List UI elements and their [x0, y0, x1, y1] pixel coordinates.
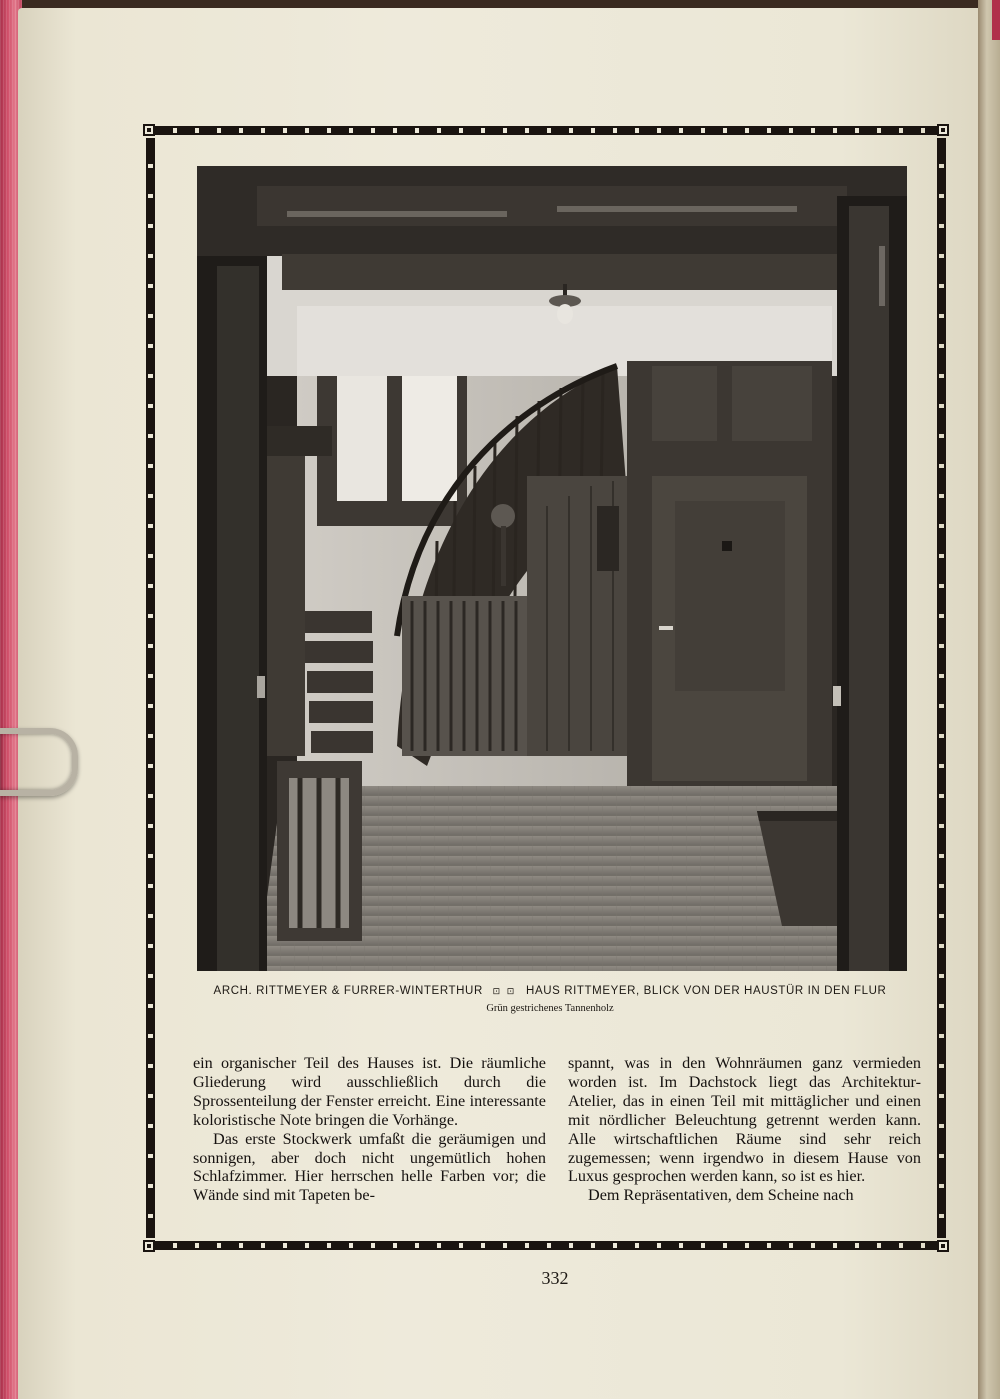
hallway-photograph	[197, 166, 907, 971]
paper-clip	[0, 728, 78, 796]
photo-subcaption: Grün gestrichenes Tannenholz	[486, 1003, 614, 1014]
text-column-right	[568, 1054, 921, 1205]
border-corner	[937, 124, 949, 136]
caption-title: HAUS RITTMEYER, BLICK VON DER HAUSTÜR IN DEN FLUR	[526, 985, 887, 997]
paragraph: spannt, was in den Wohnräumen ganz vermieden worden ist. Im Dachstock liegt das Architektur-Atelier, das in einen Teil mit mittäglicher und einen mit nördlicher Beleuchtung getrennt werden kann. Alle wirtschaftlichen Räume sind sehr reich zugemessen; wenn irgendwo in diesem Hause von Luxus gesprochen werden kann, so ist es hier.	[568, 1054, 921, 1186]
border-corner	[937, 1240, 949, 1252]
border-corner	[143, 124, 155, 136]
border-right	[937, 138, 946, 1238]
page-number: 332	[541, 1268, 569, 1288]
paragraph: Das erste Stockwerk umfaßt die geräumigen und sonnigen, aber doch nicht ungemütlich hohen Schlafzimmer. Hier herrschen helle Farben vor; die Wände sind mit Tapeten be-	[193, 1129, 546, 1205]
text-column-left	[193, 1054, 546, 1205]
caption-credit: ARCH. RITTMEYER & FURRER-WINTERTHUR	[213, 985, 483, 997]
book-spine-edge	[978, 0, 1000, 1399]
border-top	[155, 126, 937, 135]
paragraph: Dem Repräsentativen, dem Scheine nach	[588, 1186, 854, 1205]
border-left	[146, 138, 155, 1238]
caption-separator: ⊡ ⊡	[492, 986, 517, 996]
border-bottom	[155, 1241, 937, 1250]
paragraph: ein organischer Teil des Hauses ist. Die räumliche Gliederung wird ausschließlich durch die Sprossenteilung der Fenster erreicht. Eine interessante koloristische Note bringen die Vorhänge.	[193, 1054, 546, 1129]
photo-caption	[150, 985, 950, 997]
border-corner	[143, 1240, 155, 1252]
